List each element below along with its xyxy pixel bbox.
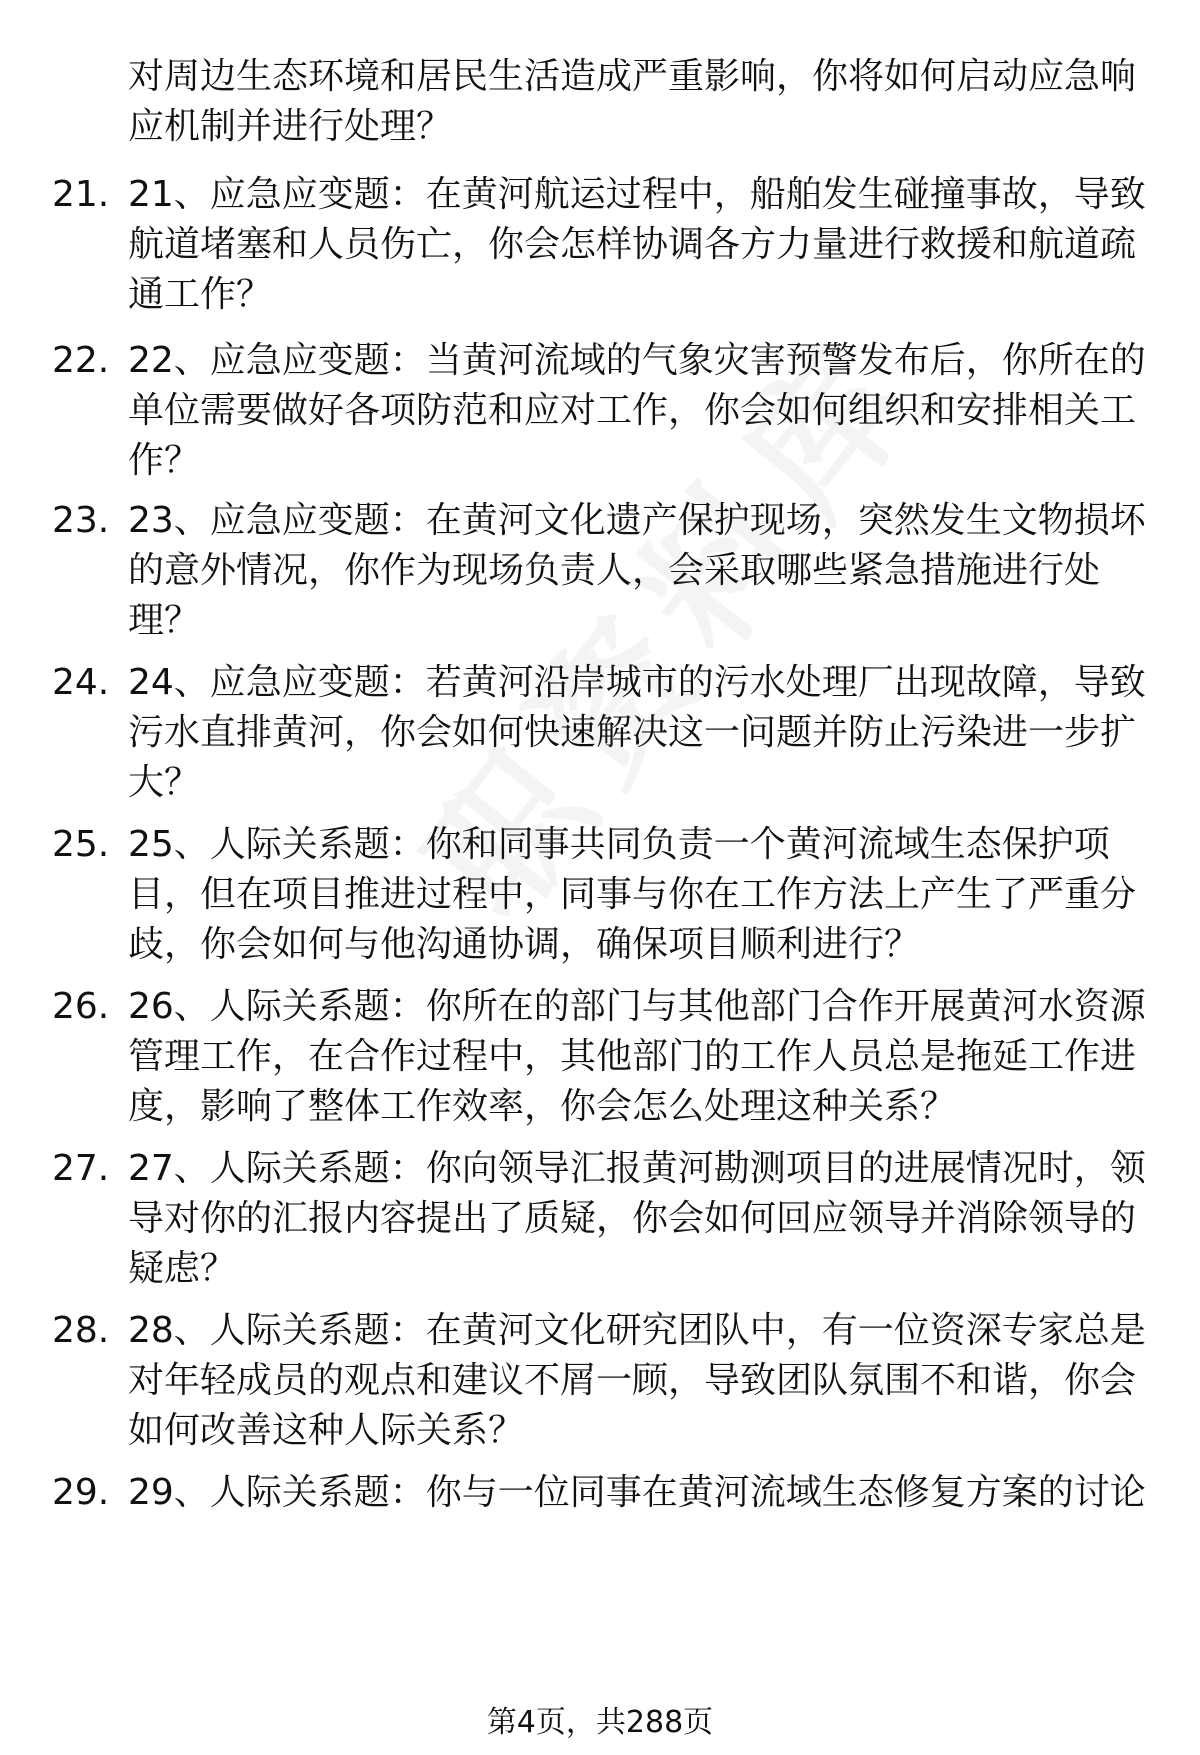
text-line: 管理工作，在合作过程中，其他部门的工作人员总是拖延工作进 xyxy=(128,1036,1137,1077)
question-number: 22. xyxy=(52,340,110,381)
text-line: 度，影响了整体工作效率，你会怎么处理这种关系？ xyxy=(128,1086,957,1127)
text-line: 歧，你会如何与他沟通协调，确保项目顺利进行？ xyxy=(128,924,921,965)
text-line: 单位需要做好各项防范和应对工作，你会如何组织和安排相关工 xyxy=(128,390,1137,431)
text-line: 作？ xyxy=(128,440,201,481)
text-line: 如何改善这种人际关系？ xyxy=(128,1410,525,1451)
text-line: 28、人际关系题：在黄河文化研究团队中，有一位资深专家总是 xyxy=(128,1310,1146,1351)
question-number: 24. xyxy=(52,662,110,703)
question-text xyxy=(128,820,1148,970)
question-text xyxy=(128,336,1148,486)
text-line: 23、应急应变题：在黄河文化遗产保护现场，突然发生文物损坏 xyxy=(128,500,1146,541)
text-line: 应机制并进行处理？ xyxy=(128,106,453,147)
question-text xyxy=(128,658,1148,808)
text-line: 29、人际关系题：你与一位同事在黄河流域生态修复方案的讨论 xyxy=(128,1472,1146,1513)
text-line: 航道堵塞和人员伤亡，你会怎样协调各方力量进行救援和航道疏 xyxy=(128,224,1137,265)
question-number: 21. xyxy=(52,174,110,215)
text-line: 目，但在项目推进过程中，同事与你在工作方法上产生了严重分 xyxy=(128,874,1137,915)
question-number: 23. xyxy=(52,500,110,541)
question-text xyxy=(128,1306,1148,1456)
text-line: 24、应急应变题：若黄河沿岸城市的污水处理厂出现故障，导致 xyxy=(128,662,1146,703)
text-line: 对周边生态环境和居民生活造成严重影响，你将如何启动应急响 xyxy=(128,56,1137,97)
question-number: 27. xyxy=(52,1148,110,1189)
text-line: 26、人际关系题：你所在的部门与其他部门合作开展黄河水资源 xyxy=(128,986,1146,1027)
question-text xyxy=(128,1144,1148,1294)
text-line: 的意外情况，你作为现场负责人，会采取哪些紧急措施进行处 xyxy=(128,550,1101,591)
text-line: 22、应急应变题：当黄河流域的气象灾害预警发布后，你所在的 xyxy=(128,340,1146,381)
question-text xyxy=(128,982,1148,1132)
question-text xyxy=(128,496,1148,646)
text-line: 污水直排黄河，你会如何快速解决这一问题并防止污染进一步扩 xyxy=(128,712,1137,753)
text-line: 大？ xyxy=(128,762,201,803)
text-line: 理？ xyxy=(128,600,201,641)
question-text xyxy=(128,170,1148,320)
question-number: 28. xyxy=(52,1310,110,1351)
page-footer: 第4页，共288页 xyxy=(486,1705,714,1740)
question-number: 26. xyxy=(52,986,110,1027)
question-number: 29. xyxy=(52,1472,110,1513)
text-line: 21、应急应变题：在黄河航运过程中，船舶发生碰撞事故，导致 xyxy=(128,174,1146,215)
text-line: 25、人际关系题：你和同事共同负责一个黄河流域生态保护项 xyxy=(128,824,1110,865)
text-line: 对年轻成员的观点和建议不屑一顾，导致团队氛围不和谐，你会 xyxy=(128,1360,1137,1401)
question-text xyxy=(128,1468,1148,1518)
text-line: 疑虑？ xyxy=(128,1248,237,1289)
text-line: 通工作？ xyxy=(128,274,273,315)
text-line: 27、人际关系题：你向领导汇报黄河勘测项目的进展情况时，领 xyxy=(128,1148,1146,1189)
text-line: 导对你的汇报内容提出了质疑，你会如何回应领导并消除领导的 xyxy=(128,1198,1137,1239)
question-number: 25. xyxy=(52,824,110,865)
